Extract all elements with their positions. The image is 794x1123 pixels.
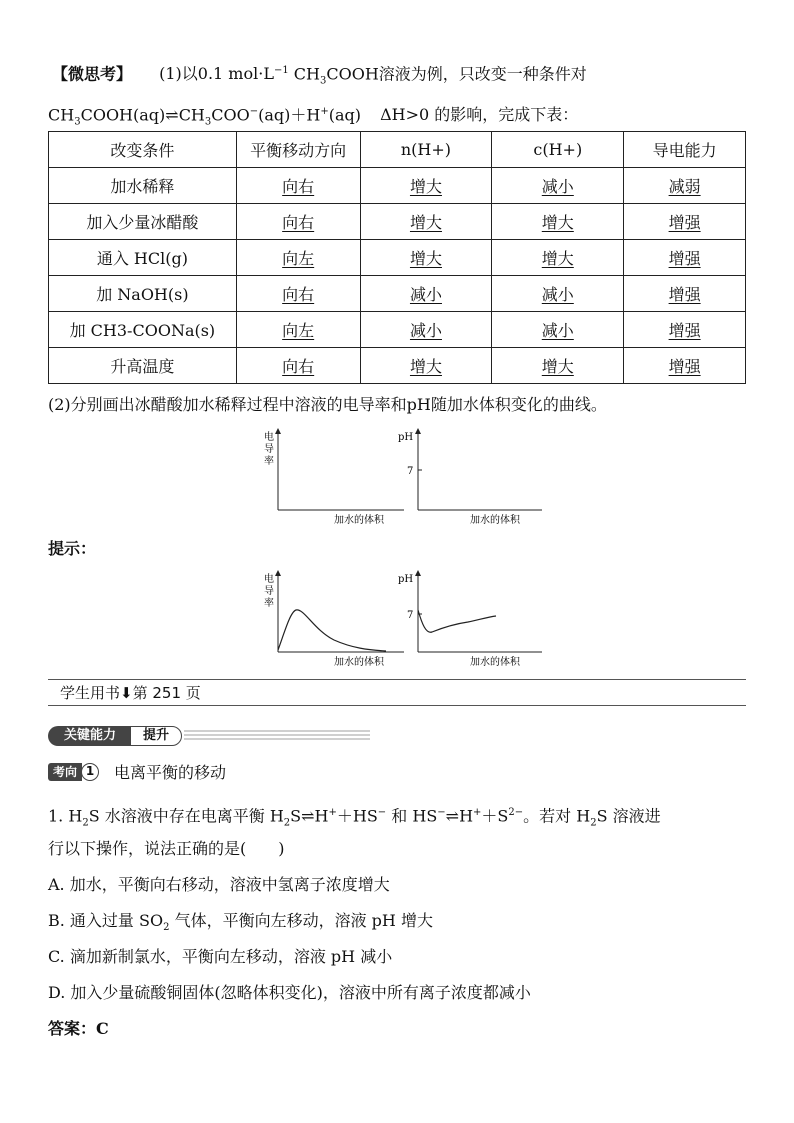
table-header-row (49, 132, 746, 168)
equilibrium-arrow: ⇌ (165, 105, 179, 125)
option-c: C. 滴加新制氯水，平衡向左移动，溶液 pH 减小 (48, 947, 393, 966)
cond-ylabel-3: 率 (264, 456, 274, 467)
header-c-h: c(H+) (492, 132, 624, 168)
question-1-line-1: 1. $H_2S$ 水溶液中存在电离平衡 $H_2S\rightleftharpoons H^++HS^-$ 和 $HS^-\rightleftharpoons H^++S^{2-}$。若对 $H_2S$ 溶液进 (48, 806, 661, 829)
svg-text:加水的体积: 加水的体积 (470, 657, 520, 668)
hint-label: 提示： (48, 539, 97, 558)
key-ability-banner (48, 726, 370, 746)
kaoxiang-title: 电离平衡的移动 (114, 763, 227, 782)
question-1-line-2: 行以下操作，说法正确的是( ) (48, 839, 285, 858)
answer-ph-graph (398, 570, 542, 668)
cond-xlabel: 加水的体积 (334, 515, 384, 526)
banner-stripes (184, 730, 370, 742)
table-row: 升高温度 向右 增大 增大 增强 (49, 348, 746, 384)
intro-line-1: 【微思考】 (1)以0.1 $mol\cdot L^{-1}$ $CH_3COOH$溶液为例，只改变一种条件对 (52, 64, 587, 87)
table-row: 通入 HCl(g) 向左 增大 增大 增强 (49, 240, 746, 276)
divider-top (48, 679, 746, 680)
answer-graphs (256, 570, 546, 670)
improve-label: 提升 (130, 726, 182, 746)
svg-text:pH: pH (398, 574, 414, 585)
blank-conductivity-axes (264, 428, 404, 526)
svg-text:导: 导 (264, 586, 274, 597)
svg-text:率: 率 (264, 598, 274, 609)
divider-bottom (48, 705, 746, 706)
ph-ylabel: pH (398, 432, 414, 443)
table-row: 加 CH3-COONa(s) 向左 减小 减小 增强 (49, 312, 746, 348)
down-arrow-icon: ⬇ (120, 684, 133, 702)
ph-curve (418, 610, 496, 632)
kaoxiang-number: 1 (81, 763, 99, 781)
kaoxiang-tag: 考向 1 (48, 763, 100, 781)
conditions-table (48, 131, 746, 384)
table-row: 加入少量冰醋酸 向右 增大 增大 增强 (49, 204, 746, 240)
answer-conductivity-graph (264, 570, 404, 668)
cond-ylabel-1: 电 (264, 432, 274, 443)
ph-tick-7: 7 (407, 466, 414, 477)
think-tag: 【微思考】 (52, 64, 133, 84)
svg-text:加水的体积: 加水的体积 (334, 657, 384, 668)
ph-xlabel: 加水的体积 (470, 515, 520, 526)
blank-graphs (256, 428, 546, 528)
equilibrium-equation: $CH_3COOH(aq)\rightleftharpoons CH_3COO^-(aq)+H^+(aq)$ ΔH>0 的影响，完成下表： (48, 105, 579, 128)
conductivity-curve (278, 610, 386, 651)
option-a: A. 加水，平衡向右移动，溶液中氢离子浓度增大 (48, 875, 390, 894)
header-n-h: n(H+) (360, 132, 492, 168)
answer: 答案：C (48, 1019, 109, 1038)
header-conductivity: 导电能力 (624, 132, 746, 168)
svg-text:电: 电 (264, 574, 274, 585)
cond-ylabel-2: 导 (264, 444, 274, 455)
table-row: 加 NaOH(s) 向右 减小 减小 增强 (49, 276, 746, 312)
option-d: D. 加入少量硫酸铜固体(忽略体积变化)，溶液中所有离子浓度都减小 (48, 983, 531, 1002)
blank-ph-axes (398, 428, 542, 526)
option-b: B. 通入过量 $SO_2$ 气体，平衡向左移动，溶液 pH 增大 (48, 911, 433, 934)
header-direction: 平衡移动方向 (236, 132, 360, 168)
answer-value: C (96, 1019, 109, 1038)
table-row: 加水稀释 向右 增大 减小 减弱 (49, 168, 746, 204)
key-ability-label: 关键能力 (48, 726, 132, 746)
page-reference: 学生用书⬇第 251 页 (60, 684, 201, 702)
question-2: (2)分别画出冰醋酸加水稀释过程中溶液的电导率和pH随加水体积变化的曲线。 (48, 395, 607, 414)
header-condition: 改变条件 (49, 132, 237, 168)
svg-text:7: 7 (407, 610, 414, 621)
